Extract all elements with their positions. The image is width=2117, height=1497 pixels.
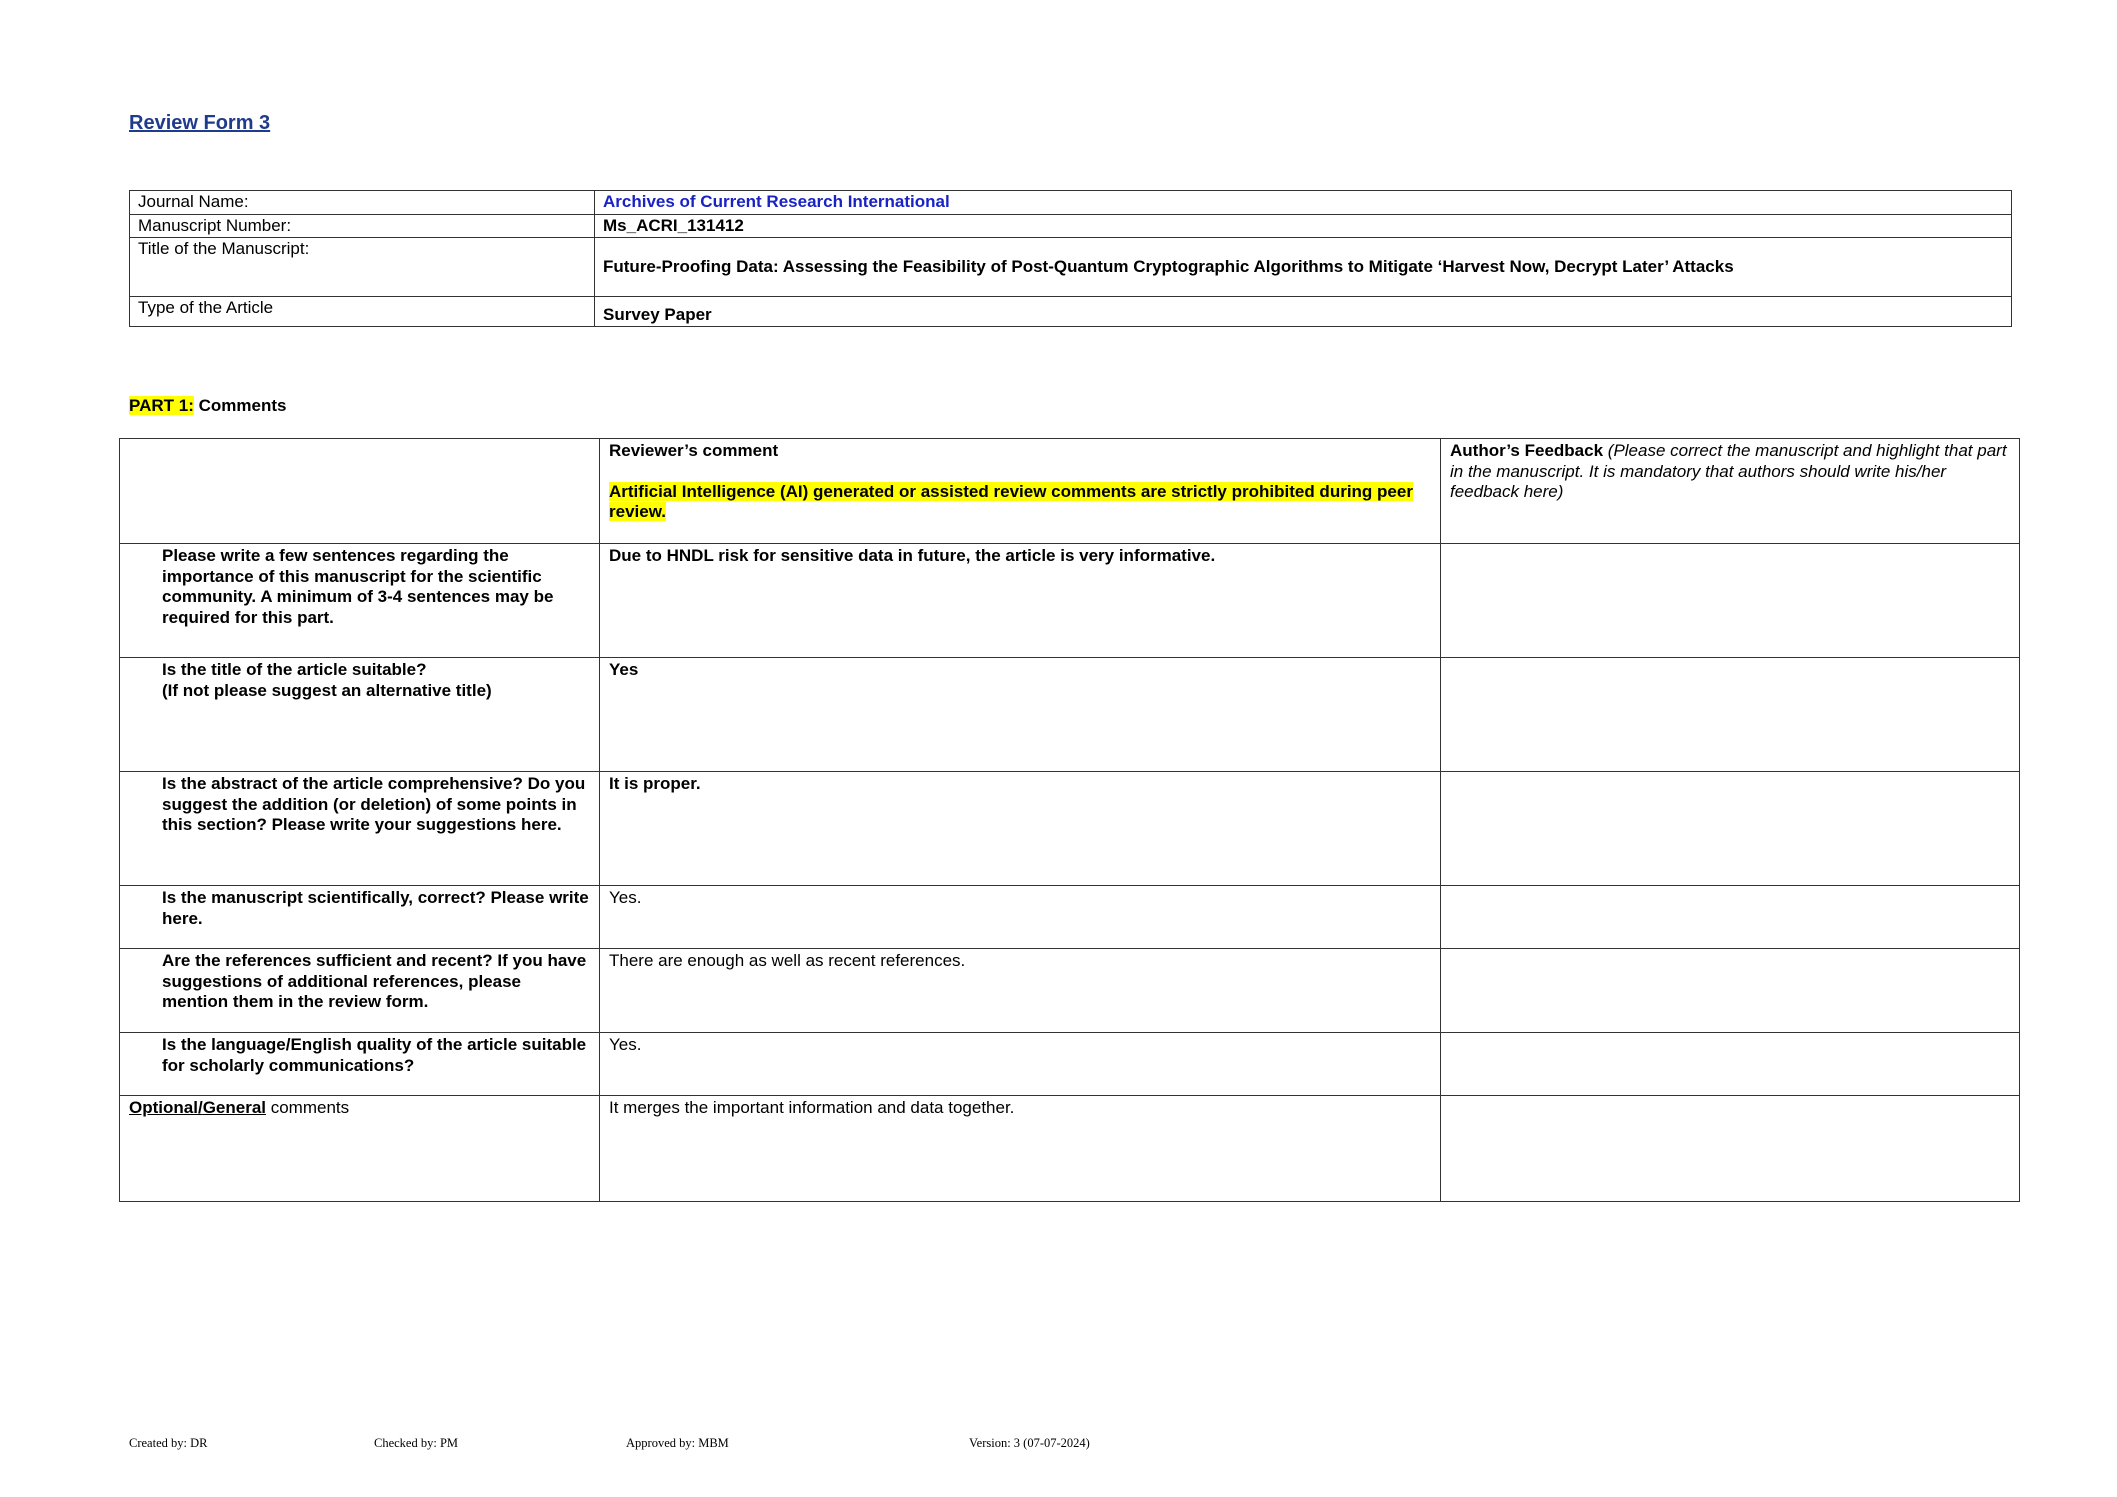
footer-checked: Checked by: PM bbox=[374, 1436, 459, 1450]
manuscript-number-label: Manuscript Number: bbox=[130, 214, 595, 238]
article-type-label: Type of the Article bbox=[130, 297, 595, 327]
question-language: Is the language/English quality of the article suitable for scholarly communications? bbox=[120, 1033, 600, 1096]
table-row bbox=[120, 544, 2020, 658]
footer-created: Created by: DR bbox=[129, 1436, 208, 1450]
optional-general-label bbox=[120, 1096, 600, 1202]
review-comments-table bbox=[119, 438, 2020, 1202]
question-title: Is the title of the article suitable? (If not please suggest an alternative title) bbox=[120, 658, 600, 772]
feedback-optional[interactable] bbox=[1441, 1096, 2020, 1202]
manuscript-number-row bbox=[130, 214, 2012, 238]
author-header-cell bbox=[1441, 439, 2020, 544]
answer-importance: Due to HNDL risk for sensitive data in future, the article is very informative. bbox=[600, 544, 1441, 658]
general-label: General bbox=[202, 1098, 266, 1117]
author-header: Author’s Feedback bbox=[1450, 441, 1604, 460]
journal-value: Archives of Current Research International bbox=[595, 191, 2012, 215]
feedback-scientific[interactable] bbox=[1441, 886, 2020, 949]
table-row bbox=[120, 1033, 2020, 1096]
feedback-references[interactable] bbox=[1441, 949, 2020, 1033]
review-header-row bbox=[120, 439, 2020, 544]
comments-label: comments bbox=[266, 1098, 350, 1117]
answer-title: Yes bbox=[600, 658, 1441, 772]
feedback-language[interactable] bbox=[1441, 1033, 2020, 1096]
table-row bbox=[120, 1096, 2020, 1202]
slash-label: / bbox=[197, 1098, 203, 1117]
question-scientific: Is the manuscript scientifically, correct? Please write here. bbox=[120, 886, 600, 949]
footer-version: Version: 3 (07-07-2024) bbox=[969, 1436, 1090, 1450]
manuscript-number-value: Ms_ACRI_131412 bbox=[595, 214, 2012, 238]
journal-row bbox=[130, 191, 2012, 215]
manuscript-title-row bbox=[130, 238, 2012, 297]
part1-label: PART 1: bbox=[129, 396, 194, 415]
author-note: (Please correct the manuscript and highlight that part in the manuscript. It is mandatory that authors should write his/her feedback here) bbox=[1450, 441, 2007, 501]
ai-warning-text: Artificial Intelligence (AI) generated or assisted review comments are strictly prohibited during peer review. bbox=[609, 481, 1413, 521]
header-empty-cell bbox=[120, 439, 600, 544]
answer-language: Yes. bbox=[600, 1033, 1441, 1096]
table-row bbox=[120, 949, 2020, 1033]
question-abstract: Is the abstract of the article comprehensive? Do you suggest the addition (or deletion) of some points in this section? Please write your suggestions here. bbox=[120, 772, 600, 886]
part1-title: Comments bbox=[198, 396, 287, 415]
part1-heading bbox=[129, 396, 286, 416]
feedback-importance[interactable] bbox=[1441, 544, 2020, 658]
question-importance: Please write a few sentences regarding the importance of this manuscript for the scientific community. A minimum of 3-4 sentences may be required for this part. bbox=[120, 544, 600, 658]
manuscript-title-value: Future-Proofing Data: Assessing the Feasibility of Post-Quantum Cryptographic Algorithms to Mitigate ‘Harvest Now, Decrypt Later’ Attacks bbox=[595, 238, 2012, 297]
manuscript-info-table bbox=[129, 190, 2012, 327]
table-row bbox=[120, 772, 2020, 886]
article-type-row bbox=[130, 297, 2012, 327]
journal-label: Journal Name: bbox=[130, 191, 595, 215]
table-row bbox=[120, 658, 2020, 772]
optional-label: Optional bbox=[129, 1098, 198, 1117]
reviewer-header: Reviewer’s comment bbox=[609, 441, 779, 460]
footer-approved: Approved by: MBM bbox=[626, 1436, 729, 1450]
article-type-value: Survey Paper bbox=[595, 297, 2012, 327]
manuscript-title-label: Title of the Manuscript: bbox=[130, 238, 595, 297]
reviewer-header-cell bbox=[600, 439, 1441, 544]
question-references: Are the references sufficient and recent? If you have suggestions of additional references, please mention them in the review form. bbox=[120, 949, 600, 1033]
answer-references: There are enough as well as recent references. bbox=[600, 949, 1441, 1033]
form-title: Review Form 3 bbox=[129, 112, 271, 134]
feedback-abstract[interactable] bbox=[1441, 772, 2020, 886]
answer-abstract: It is proper. bbox=[600, 772, 1441, 886]
table-row bbox=[120, 886, 2020, 949]
answer-scientific: Yes. bbox=[600, 886, 1441, 949]
answer-optional: It merges the important information and data together. bbox=[600, 1096, 1441, 1202]
ai-warning bbox=[609, 482, 1432, 523]
feedback-title[interactable] bbox=[1441, 658, 2020, 772]
